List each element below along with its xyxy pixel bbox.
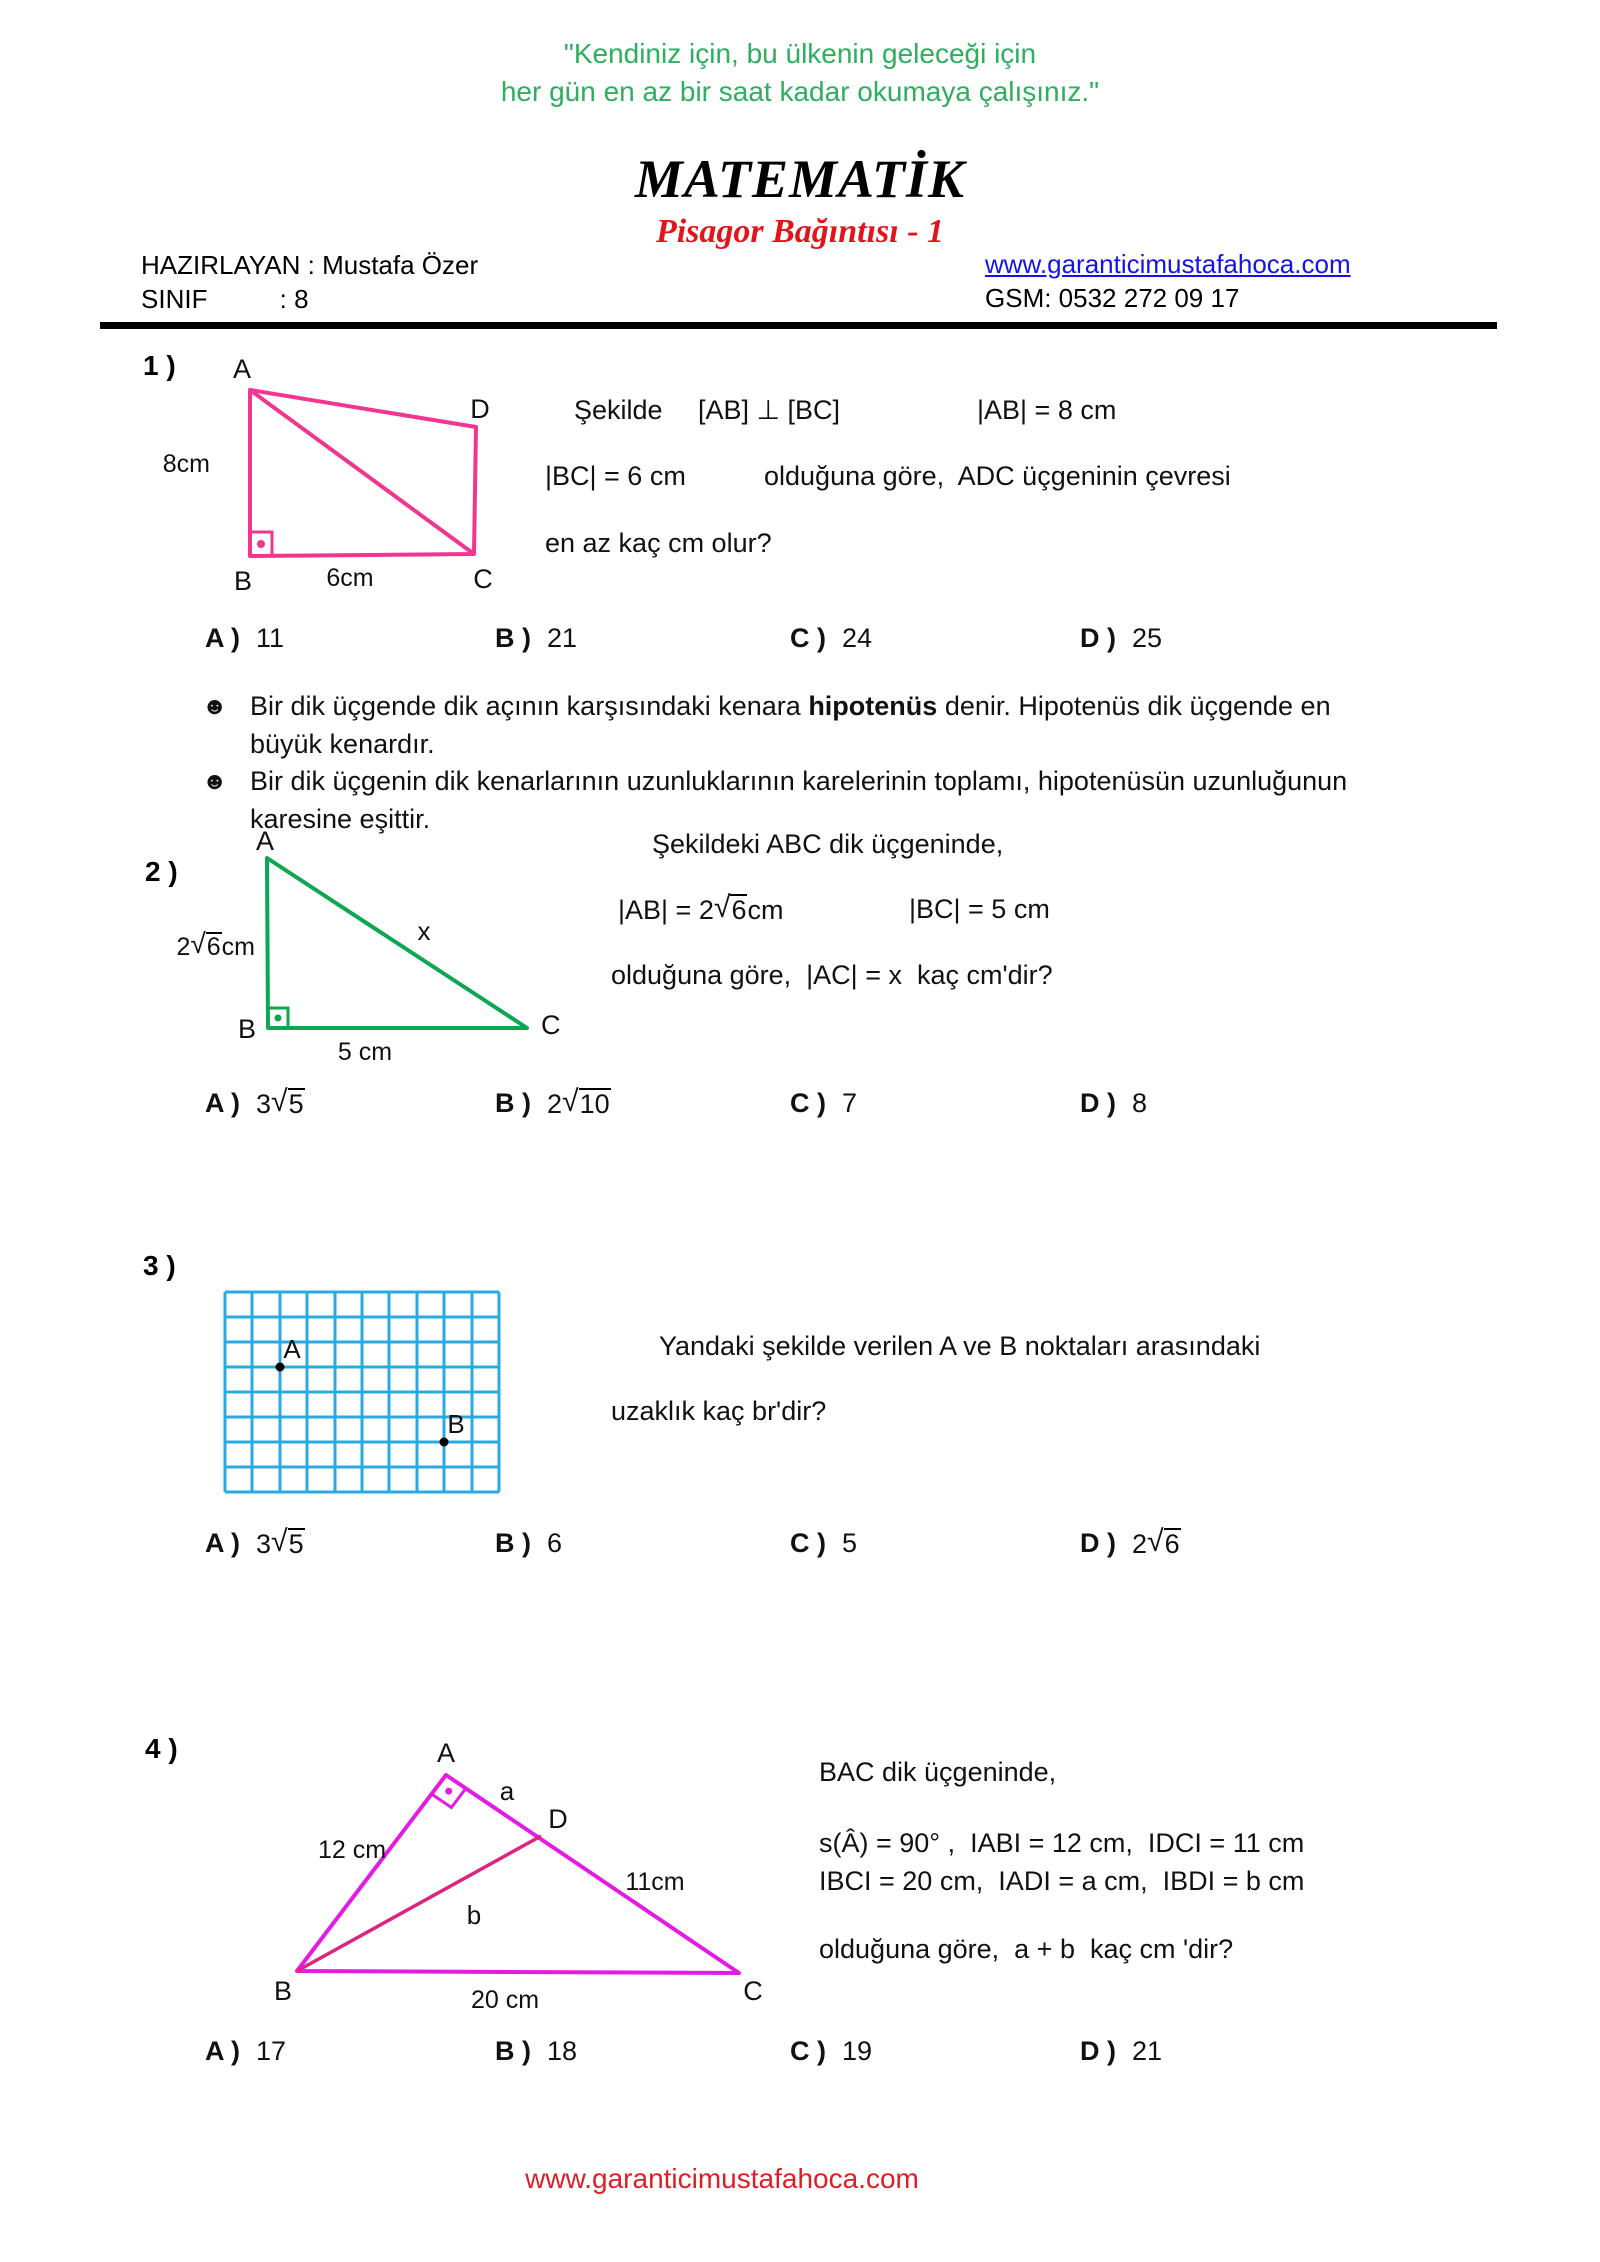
note-1-line-2: büyük kenardır. [250,729,435,759]
footer-website-link[interactable]: www.garanticimustafahoca.com [525,2163,919,2194]
q1-vertex-b-label: B [233,566,253,596]
q3-answer-c: C ) 5 [790,1528,858,1558]
gsm-label: GSM: 0532 272 09 17 [985,283,1240,313]
note-2-line-2: karesine eşittir. [250,804,431,834]
prepared-by-label: HAZIRLAYAN : Mustafa Özer [141,250,479,280]
q4-answer-b: B ) 18 [495,2036,578,2066]
q1-side-bc-label: 6cm [326,564,374,592]
q2-text-2a: |AB| = 2√6cm [618,891,784,925]
q3-point-b-label: B [447,1409,465,1439]
q2-text-1: Şekildeki ABC dik üçgeninde, [652,829,1004,859]
q4-vertex-a-label: A [436,1738,456,1768]
q4-side-dc-label: 11cm [625,1868,685,1896]
q2-triangle [267,858,527,1028]
q2-text-3: olduğuna göre, |AC| = x kaç cm'dir? [611,960,1053,990]
grade-label: SINIF : 8 [141,284,309,314]
q3-point-a-label: A [283,1334,301,1364]
q3-text-2: uzaklık kaç br'dir? [611,1396,827,1426]
q1-answer-d: D ) 25 [1080,623,1163,653]
bullet-icon: ☻ [202,693,228,720]
q4-segment-a-label: a [499,1776,515,1806]
q2-number: 2 ) [145,856,178,887]
q2-answer-b: B ) 2√10 [495,1085,610,1119]
q2-vertex-c-label: C [541,1010,561,1040]
page-title: MATEMATİK [634,149,966,209]
bullet-icon: ☻ [202,768,228,795]
q4-vertex-b-label: B [273,1976,293,2006]
q4-vertex-c-label: C [743,1976,763,2006]
q4-text-2: s(Â) = 90° , IABI = 12 cm, IDCI = 11 cm [819,1828,1305,1858]
q4-side-ab-label: 12 cm [317,1836,387,1864]
q4-point-d-label: D [548,1804,568,1834]
q2-right-angle-dot [275,1015,282,1022]
q1-text-1a: Şekilde [574,395,663,425]
page-subtitle: Pisagor Bağıntısı - 1 [655,213,945,250]
q2-side-ab-label: 2√6cm [176,928,255,961]
q4-answer-d: D ) 21 [1080,2036,1163,2066]
q3-grid [225,1292,499,1492]
q1-answer-c: C ) 24 [790,623,873,653]
q1-text-1c: |AB| = 8 cm [977,395,1117,425]
q2-hypotenuse-x-label: x [417,916,431,946]
q3-number: 3 ) [143,1250,176,1281]
q4-side-bc-label: 20 cm [470,1986,540,2014]
q2-answer-d: D ) 8 [1080,1088,1148,1118]
note-1-line-1: Bir dik üçgende dik açının karşısındaki kenara hipotenüs denir. Hipotenüs dik üçgende en [250,691,1331,721]
header-divider [100,322,1497,329]
q2-answer-a: A ) 3√5 [205,1085,304,1119]
q1-text-3: en az kaç cm olur? [545,528,772,558]
q4-text-4: olduğuna göre, a + b kaç cm 'dir? [819,1934,1234,1964]
q1-diagram [90,345,550,605]
q4-segment-b-label: b [466,1900,482,1930]
q3-text-1: Yandaki şekilde verilen A ve B noktaları arasındaki [659,1331,1261,1361]
q4-text-3: IBCI = 20 cm, IADI = a cm, IBDI = b cm [819,1866,1305,1896]
q2-vertex-a-label: A [255,826,275,856]
q3-answer-d: D ) 2√6 [1080,1525,1180,1559]
q4-number: 4 ) [145,1733,178,1764]
q3-answer-a: A ) 3√5 [205,1525,304,1559]
q4-text-1: BAC dik üçgeninde, [819,1757,1057,1787]
q1-answer-a: A ) 11 [205,623,285,653]
q2-side-bc-label: 5 cm [337,1038,393,1066]
note-2-line-1: Bir dik üçgenin dik kenarlarının uzunluklarının karelerinin toplamı, hipotenüsün uzunluğunun [250,766,1348,796]
q1-number: 1 ) [143,350,176,381]
q1-vertex-d-label: D [470,394,490,424]
q1-right-angle-dot [257,540,265,548]
q3-answer-b: B ) 6 [495,1528,563,1558]
q4-answer-a: A ) 17 [205,2036,287,2066]
q1-text-2b: olduğuna göre, ADC üçgeninin çevresi [764,461,1231,491]
q1-text-1b: [AB] ⊥ [BC] [698,395,841,425]
q2-vertex-b-label: B [237,1014,257,1044]
q2-answer-c: C ) 7 [790,1088,858,1118]
q3-diagram [210,1280,515,1510]
quote-line-1: "Kendiniz için, bu ülkenin geleceği için [563,38,1037,69]
q4-answer-c: C ) 19 [790,2036,873,2066]
website-link[interactable]: www.garanticimustafahoca.com [985,249,1351,279]
q1-answer-b: B ) 21 [495,623,578,653]
q1-vertex-c-label: C [473,564,493,594]
quote-line-2: her gün en az bir saat kadar okumaya çalışınız." [500,76,1100,107]
q1-text-2a: |BC| = 6 cm [545,461,686,491]
q4-diagram [130,1735,820,2025]
q1-diagonal-ac [250,390,474,554]
q1-side-ab-label: 8cm [162,450,210,478]
q2-text-2b: |BC| = 5 cm [909,894,1050,924]
q1-vertex-a-label: A [232,354,252,384]
q4-right-angle-dot [445,1788,452,1795]
